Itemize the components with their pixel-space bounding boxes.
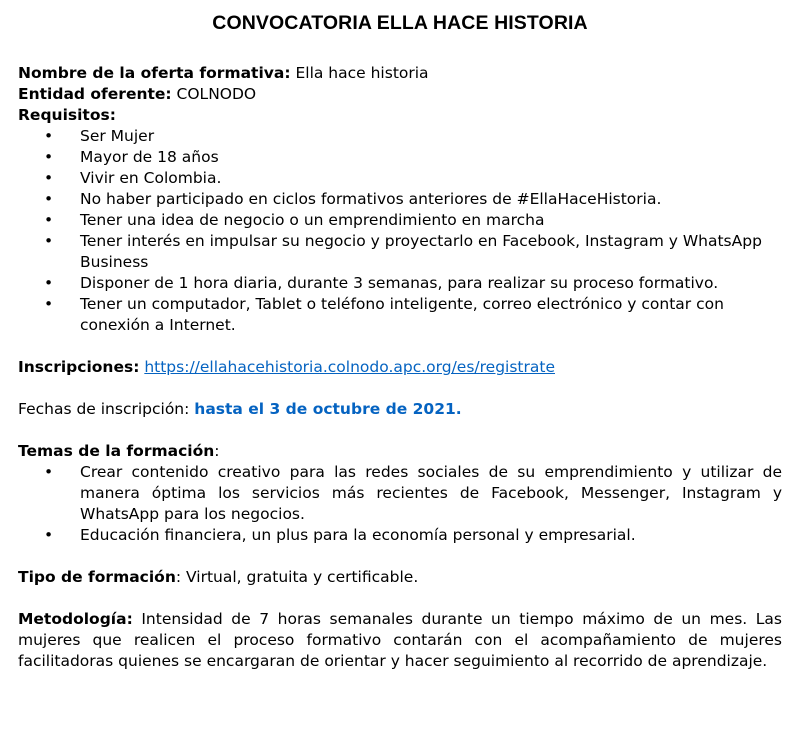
list-item: • Ser Mujer	[18, 126, 782, 147]
list-item: • Tener un computador, Tablet o teléfono inteligente, correo electrónico y contar con conexión a Internet.	[18, 294, 782, 336]
temas-list	[18, 462, 782, 546]
list-item: • Mayor de 18 años	[18, 147, 782, 168]
list-item: • No haber participado en ciclos formativos anteriores de #EllaHaceHistoria.	[18, 189, 782, 210]
tipo-label: Tipo de formación	[18, 568, 176, 586]
tipo-line	[18, 567, 782, 588]
list-item: • Tener una idea de negocio o un emprendimiento en marcha	[18, 210, 782, 231]
metodologia-value: Intensidad de 7 horas semanales durante un tiempo máximo de un mes. Las mujeres que realicen el proceso formativo contarán con el acompañamiento de mujeres facilitadoras quienes se encargaran de orientar y hacer seguimiento al recorrido de aprendizaje.	[18, 610, 782, 670]
temas-heading-line	[18, 441, 782, 462]
fechas-line	[18, 399, 782, 420]
oferta-label: Nombre de la oferta formativa:	[18, 64, 291, 82]
oferta-line	[18, 63, 782, 84]
registration-link[interactable]: https://ellahacehistoria.colnodo.apc.org/es/registrate	[144, 358, 555, 376]
entidad-label: Entidad oferente:	[18, 85, 172, 103]
requisitos-heading: Requisitos:	[18, 106, 116, 124]
list-item: • Tener interés en impulsar su negocio y proyectarlo en Facebook, Instagram y WhatsApp Business	[18, 231, 782, 273]
oferta-value: Ella hace historia	[290, 64, 429, 82]
requisitos-list	[18, 126, 782, 336]
inscripciones-label: Inscripciones:	[18, 358, 140, 376]
entidad-line	[18, 84, 782, 105]
page-title: CONVOCATORIA ELLA HACE HISTORIA	[212, 12, 588, 34]
fechas-label: Fechas de inscripción:	[18, 400, 190, 418]
fechas-value: hasta el 3 de octubre de 2021.	[194, 400, 462, 418]
temas-colon: :	[214, 442, 220, 460]
temas-heading: Temas de la formación	[18, 442, 215, 460]
list-item: • Disponer de 1 hora diaria, durante 3 semanas, para realizar su proceso formativo.	[18, 273, 782, 294]
entidad-value: COLNODO	[171, 85, 257, 103]
tipo-value: : Virtual, gratuita y certificable.	[175, 568, 419, 586]
metodologia-paragraph	[18, 609, 782, 672]
list-item: • Crear contenido creativo para las redes sociales de su emprendimiento y utilizar de manera óptima los servicios más recientes de Facebook, Messenger, Instagram y WhatsApp para los negocios.	[18, 462, 782, 525]
inscripciones-line	[18, 357, 782, 378]
metodologia-label: Metodología:	[18, 610, 133, 628]
list-item: • Vivir en Colombia.	[18, 168, 782, 189]
list-item: • Educación financiera, un plus para la economía personal y empresarial.	[18, 525, 782, 546]
